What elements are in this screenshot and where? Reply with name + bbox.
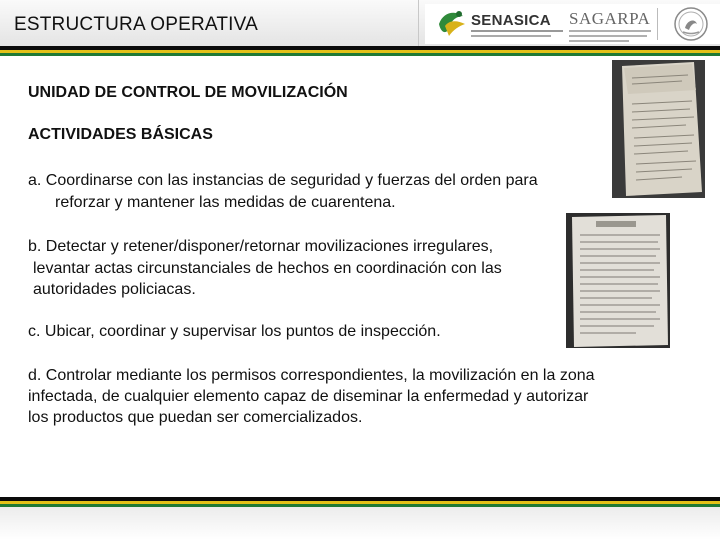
logo-area	[425, 4, 720, 44]
activity-item-b-line1: b. Detectar y retener/disponer/retornar movilizaciones irregulares,	[28, 238, 494, 255]
mexico-coat-of-arms-icon	[673, 6, 709, 42]
sagarpa-logo	[565, 6, 655, 42]
section-subheading: ACTIVIDADES BÁSICAS	[28, 126, 213, 143]
senasica-subtitle	[471, 35, 551, 37]
footer-bar	[0, 507, 720, 540]
activity-item-a-line1: a. Coordinarse con las instancias de seguridad y fuerzas del orden para	[28, 172, 538, 189]
sagarpa-wordmark: SAGARPA	[569, 9, 651, 28]
document-photo	[566, 213, 670, 348]
activity-item-a-line2: reforzar y mantener las medidas de cuarentena.	[55, 194, 396, 211]
sagarpa-subtitle	[569, 35, 647, 37]
sagarpa-subtitle	[569, 40, 629, 42]
logo-divider	[657, 8, 658, 40]
senasica-wordmark: SENASICA	[471, 12, 551, 29]
document-photo	[612, 60, 705, 198]
activity-item-d-line1: d. Controlar mediante los permisos correspondientes, la movilización en la zona	[28, 367, 595, 384]
activity-item-d-line3: los productos que puedan ser comercializados.	[28, 409, 363, 426]
section-heading: UNIDAD DE CONTROL DE MOVILIZACIÓN	[28, 84, 348, 101]
activity-item-b-line2: levantar actas circunstanciales de hechos en coordinación con las	[33, 260, 502, 277]
senasica-emblem-icon	[435, 6, 469, 40]
activity-item-c-line1: c. Ubicar, coordinar y supervisar los puntos de inspección.	[28, 323, 441, 340]
page-title: ESTRUCTURA OPERATIVA	[14, 14, 258, 35]
senasica-logo	[435, 6, 563, 42]
senasica-subtitle	[471, 30, 563, 32]
header-divider	[418, 0, 419, 46]
activity-item-b-line3: autoridades policiacas.	[33, 281, 196, 298]
activity-item-d-line2: infectada, de cualquier elemento capaz de diseminar la enfermedad y autorizar	[28, 388, 589, 405]
header-bar	[0, 0, 720, 46]
header-rule-green	[0, 53, 720, 56]
sagarpa-subtitle	[569, 30, 651, 32]
